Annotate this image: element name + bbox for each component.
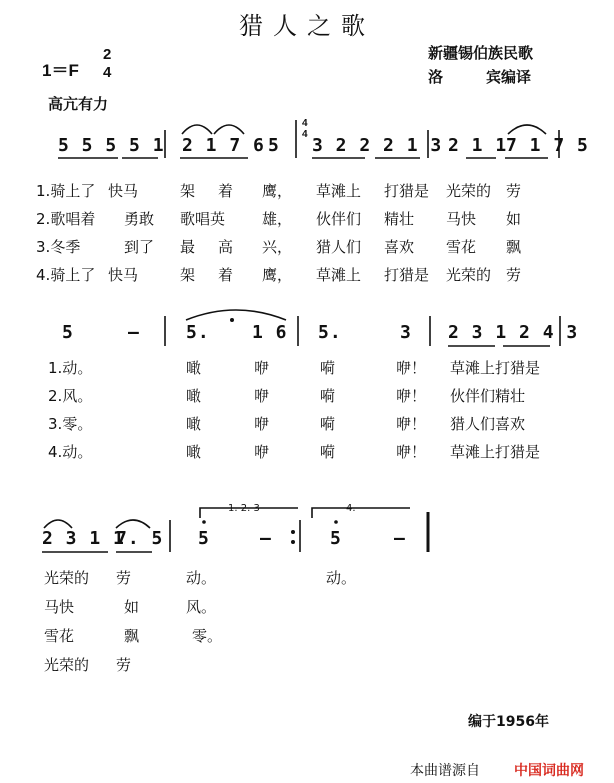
credit-arranger: 宾编译 <box>486 68 532 86</box>
verse-1-line-2: 1.动。 <box>48 359 93 377</box>
lyric-word: 噉 <box>186 359 202 377</box>
lyric-word: 动。 <box>326 569 357 587</box>
lyric-word: 咿 <box>254 359 270 377</box>
lyric-word: 草滩上打猎是 <box>450 443 541 461</box>
lyric-word: 咿 <box>254 415 270 433</box>
lyric-word: 飘 <box>506 238 522 256</box>
lyric-word: 着 <box>218 266 234 284</box>
lyric-word: 雪花 <box>446 238 477 256</box>
lyric-word: 光荣的 <box>446 266 492 284</box>
source-label: 本曲谱源自 <box>410 763 480 779</box>
lyric-word: 歌唱英 <box>180 210 226 228</box>
time-change-top: 4 <box>302 118 308 129</box>
lyric-word: 劳 <box>116 569 132 587</box>
volta-2-label: 4. <box>346 503 356 514</box>
lyric-word: 风。 <box>186 598 217 616</box>
lyric-word: 高 <box>218 238 234 256</box>
lyric-word: 咿！ <box>396 443 427 461</box>
lyric-word: 马快 <box>446 210 477 228</box>
key-signature: 1＝F <box>42 61 79 80</box>
lyric-word: 光荣的 <box>446 182 492 200</box>
lyric-word: 飘 <box>124 627 140 645</box>
notes-s1-m5b: 7 1 7 5 <box>506 135 589 156</box>
lyric-word: 草滩上 <box>316 266 362 284</box>
notes-s3-m1b: 7. 5 <box>116 528 164 549</box>
verse-number: 2. <box>36 210 51 228</box>
lyric-word: 劳 <box>506 266 522 284</box>
notes-s1-m1: 5 5 5 5 1 <box>58 135 165 156</box>
lyric-word: 着 <box>218 182 234 200</box>
verse-1-line-1: 1.骑上了 <box>36 182 96 200</box>
verse-number: 3. <box>36 238 51 256</box>
lyric-word: 打猎是 <box>384 266 430 284</box>
time-sig-top: 2 <box>103 46 112 63</box>
lyric-word: 草滩上 <box>316 182 362 200</box>
tempo-marking: 高亢有力 <box>48 95 109 113</box>
volta-1-label: 1. 2. 3 <box>228 503 260 514</box>
lyric-word: 噉 <box>186 415 202 433</box>
verse-2-line-1: 2.歌唱着 <box>36 210 96 228</box>
verse-4-line-2: 4.动。 <box>48 443 93 461</box>
lyric-word: 咿 <box>254 387 270 405</box>
lyric-word: 雄， <box>262 210 293 228</box>
lyric-word: 马快 <box>44 598 75 616</box>
lyric-word: 劳 <box>506 182 522 200</box>
page-title: 猎人之歌 <box>239 12 375 40</box>
lyric-word: 快马 <box>108 182 139 200</box>
notes-s2-m2b: 1 6 <box>252 322 288 343</box>
credit-arranger-surname: 洛 <box>428 68 444 86</box>
verse-number: 4. <box>36 266 51 284</box>
lyric-word: 光荣的 <box>44 569 90 587</box>
lyric-word: 嗬 <box>320 415 336 433</box>
notes-s2-m1a: 5 <box>62 322 74 343</box>
notes-s3-m1a: 2 3 1 1 <box>42 528 125 549</box>
notes-s2-m1b: – <box>128 322 140 343</box>
lyric-word: 咿！ <box>396 359 427 377</box>
lyric-word: 零。 <box>192 627 223 645</box>
notes-s3-m3b: – <box>394 528 406 549</box>
credit-origin: 新疆锡伯族民歌 <box>428 44 534 62</box>
lyric-word: 架 <box>180 182 196 200</box>
lyric-word: 喜欢 <box>384 238 415 256</box>
notes-s1-m4: 3 2 2 2 1 3 <box>312 135 443 156</box>
lyric-word: 鹰， <box>262 266 293 284</box>
lyric-word: 兴， <box>262 238 293 256</box>
lyric-word: 噉 <box>186 387 202 405</box>
lyric-word: 咿！ <box>396 415 427 433</box>
lyric-word: 雪花 <box>44 627 75 645</box>
lyric-word: 精壮 <box>384 210 415 228</box>
verse-4-line-1: 4.骑上了 <box>36 266 96 284</box>
notes-s2-m2a: 5. <box>186 322 210 343</box>
notes-s1-m2: 2 1 7 6 <box>182 135 265 156</box>
lyric-word: 打猎是 <box>384 182 430 200</box>
lyric-word: 动。 <box>186 569 217 587</box>
lyric-word: 如 <box>506 210 522 228</box>
notes-s1-m3: 5 <box>268 135 280 156</box>
time-sig-bottom: 4 <box>103 64 112 81</box>
lyric-word: 草滩上打猎是 <box>450 359 541 377</box>
notes-s2-m3a: 5. <box>318 322 342 343</box>
time-change-bottom: 4 <box>302 129 308 140</box>
lyric-word: 嗬 <box>320 443 336 461</box>
lyric-word: 如 <box>124 598 140 616</box>
lyric-word: 伙伴们精壮 <box>450 387 526 405</box>
lyric-word: 到了 <box>124 238 155 256</box>
notes-s2-m4: 2 3 1 2 4 3 <box>448 322 579 343</box>
lyric-word: 快马 <box>108 266 139 284</box>
lyric-word: 架 <box>180 266 196 284</box>
notes-s2-m3b: 3 <box>400 322 412 343</box>
notes-s3-m2a: 5 <box>198 528 210 549</box>
lyric-word: 劳 <box>116 656 132 674</box>
lyric-word: 咿 <box>254 443 270 461</box>
lyric-word: 猎人们喜欢 <box>450 415 526 433</box>
lyric-word: 嗬 <box>320 387 336 405</box>
lyric-word: 伙伴们 <box>316 210 362 228</box>
notes-s3-m2b: – <box>260 528 272 549</box>
lyric-word: 鹰， <box>262 182 293 200</box>
lyric-word: 光荣的 <box>44 656 90 674</box>
lyric-word: 勇敢 <box>124 210 155 228</box>
verse-number: 1. <box>36 182 51 200</box>
verse-3-line-1: 3.冬季 <box>36 238 81 256</box>
lyric-word: 咿！ <box>396 387 427 405</box>
notes-s1-m5a: 2 1 1 <box>448 135 508 156</box>
notes-s3-m3a: 5 <box>330 528 342 549</box>
lyric-word: 嗬 <box>320 359 336 377</box>
lyric-word: 猎人们 <box>316 238 362 256</box>
verse-3-line-2: 3.零。 <box>48 415 93 433</box>
lyric-word: 最 <box>180 238 196 256</box>
verse-2-line-2: 2.风。 <box>48 387 93 405</box>
lyric-word: 噉 <box>186 443 202 461</box>
composition-date: 编于1956年 <box>468 714 549 730</box>
source-brand-link[interactable]: 中国词曲网 <box>514 763 584 779</box>
